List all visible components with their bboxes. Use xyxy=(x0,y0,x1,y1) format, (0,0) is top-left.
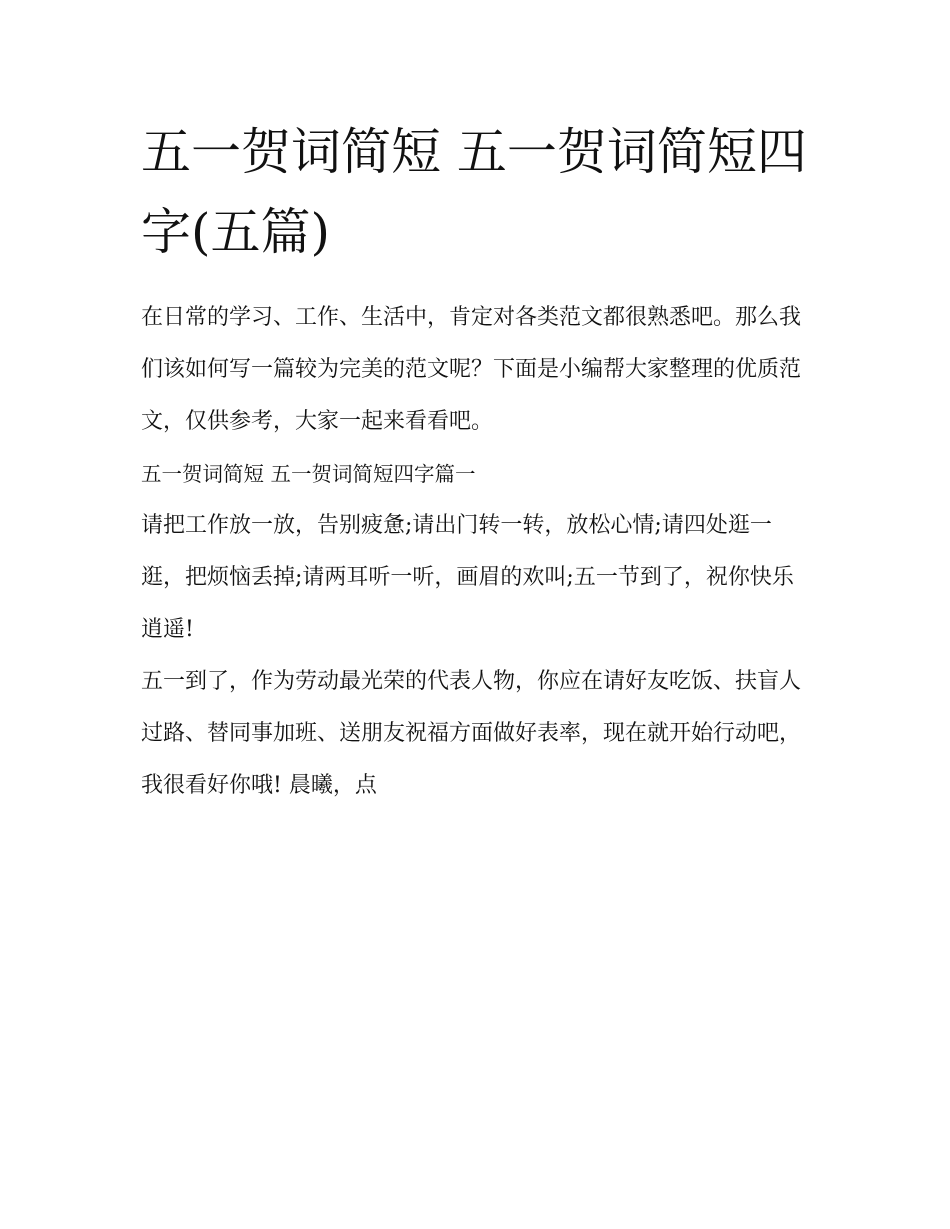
section-heading: 五一贺词简短 五一贺词简短四字篇一 xyxy=(141,462,476,486)
body-paragraph: 五一到了，作为劳动最光荣的代表人物，你应在请好友吃饭、扶盲人过路、替同事加班、送朋友祝福方面做好表率，现在就开始行动吧，我很看好你哦! 晨曦，点 xyxy=(141,669,802,798)
document-content xyxy=(141,112,813,812)
document-title: 五一贺词简短 五一贺词简短四字(五篇) xyxy=(141,123,807,261)
body-paragraph: 请把工作放一放，告别疲惫;请出门转一转，放松心情;请四处逛一逛，把烦恼丢掉;请两耳听一听，画眉的欢叫;五一节到了，祝你快乐逍遥! xyxy=(141,513,794,642)
intro-paragraph: 在日常的学习、工作、生活中，肯定对各类范文都很熟悉吧。那么我们该如何写一篇较为完美的范文呢？下面是小编帮大家整理的优质范文，仅供参考，大家一起来看看吧。 xyxy=(141,305,802,434)
